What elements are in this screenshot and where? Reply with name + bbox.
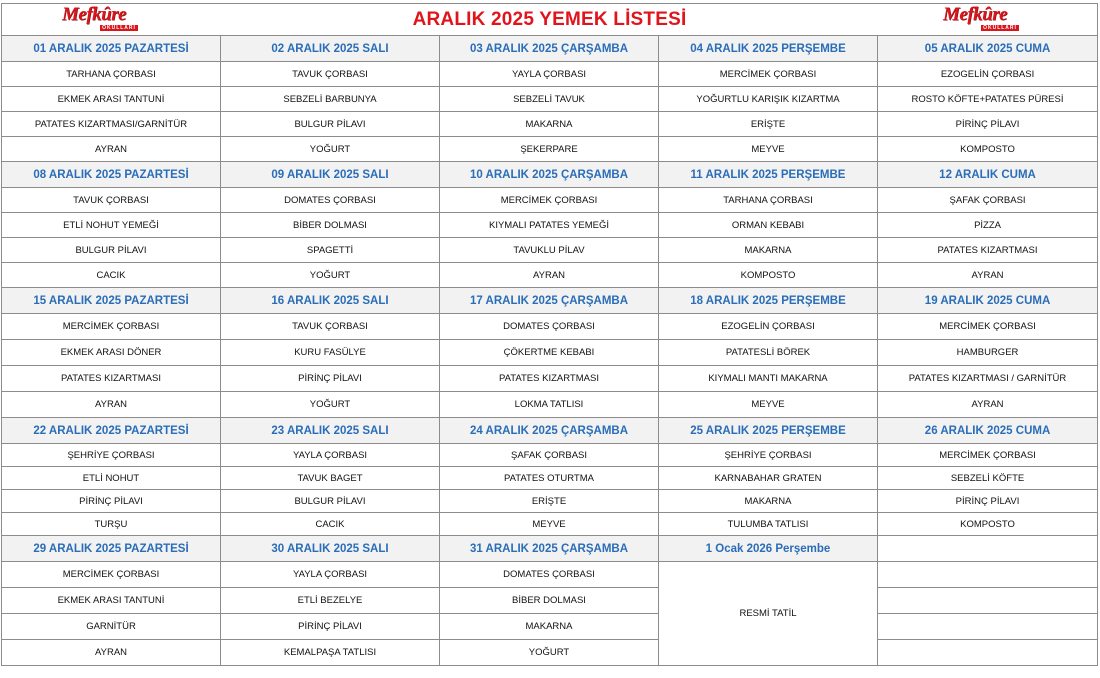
menu-item: KIYMALI PATATES YEMEĞİ <box>440 213 659 238</box>
menu-item: AYRAN <box>2 392 221 418</box>
menu-item: SEBZELİ BARBUNYA <box>221 87 440 112</box>
menu-row <box>2 366 1098 392</box>
logo-subtitle: OKULLARI <box>100 25 138 31</box>
menu-item: AYRAN <box>878 263 1098 288</box>
menu-item: YOĞURT <box>221 392 440 418</box>
day-header: 29 ARALIK 2025 PAZARTESİ <box>2 536 221 562</box>
week-4-header-row <box>2 418 1098 444</box>
menu-item: LOKMA TATLISI <box>440 392 659 418</box>
menu-item: MAKARNA <box>440 112 659 137</box>
menu-item: MERCİMEK ÇORBASI <box>440 188 659 213</box>
day-header: 23 ARALIK 2025 SALI <box>221 418 440 444</box>
menu-item: EZOGELİN ÇORBASI <box>878 62 1098 87</box>
empty-cell <box>878 588 1098 614</box>
title-cell <box>2 4 1098 36</box>
menu-item: BULGUR PİLAVI <box>221 490 440 513</box>
menu-row <box>2 314 1098 340</box>
menu-item: YOĞURT <box>221 263 440 288</box>
logo-wordmark: Mefkûre <box>62 4 127 25</box>
menu-row <box>2 340 1098 366</box>
menu-item: PATATES OTURTMA <box>440 467 659 490</box>
menu-item: TULUMBA TATLISI <box>659 513 878 536</box>
week-3-header-row <box>2 288 1098 314</box>
menu-item: YAYLA ÇORBASI <box>221 562 440 588</box>
menu-item: PATATES KIZARTMASI <box>2 366 221 392</box>
menu-row <box>2 62 1098 87</box>
day-header: 12 ARALIK CUMA <box>878 162 1098 188</box>
menu-item: CACIK <box>2 263 221 288</box>
menu-table <box>1 3 1098 666</box>
menu-row <box>2 263 1098 288</box>
menu-item: ŞEHRİYE ÇORBASI <box>659 444 878 467</box>
menu-row <box>2 640 1098 666</box>
menu-item: TAVUK ÇORBASI <box>2 188 221 213</box>
day-header: 30 ARALIK 2025 SALI <box>221 536 440 562</box>
menu-item: KEMALPAŞA TATLISI <box>221 640 440 666</box>
menu-item: SEBZELİ KÖFTE <box>878 467 1098 490</box>
menu-item: ŞEHRİYE ÇORBASI <box>2 444 221 467</box>
menu-item: ŞAFAK ÇORBASI <box>440 444 659 467</box>
day-header: 26 ARALIK 2025 CUMA <box>878 418 1098 444</box>
menu-item: YAYLA ÇORBASI <box>221 444 440 467</box>
day-header: 01 ARALIK 2025 PAZARTESİ <box>2 36 221 62</box>
empty-cell <box>878 562 1098 588</box>
menu-item: YOĞURT <box>440 640 659 666</box>
menu-item: TARHANA ÇORBASI <box>2 62 221 87</box>
page-title: ARALIK 2025 YEMEK LİSTESİ <box>412 8 687 30</box>
day-header: 03 ARALIK 2025 ÇARŞAMBA <box>440 36 659 62</box>
menu-item: ERİŞTE <box>440 490 659 513</box>
menu-row <box>2 238 1098 263</box>
menu-item: TAVUK BAGET <box>221 467 440 490</box>
menu-item: YOĞURTLU KARIŞIK KIZARTMA <box>659 87 878 112</box>
day-header: 11 ARALIK 2025 PERŞEMBE <box>659 162 878 188</box>
day-header: 24 ARALIK 2025 ÇARŞAMBA <box>440 418 659 444</box>
menu-item: MAKARNA <box>440 614 659 640</box>
menu-row <box>2 467 1098 490</box>
day-header: 22 ARALIK 2025 PAZARTESİ <box>2 418 221 444</box>
menu-item: KARNABAHAR GRATEN <box>659 467 878 490</box>
menu-item: PATATES KIZARTMASI <box>440 366 659 392</box>
menu-item: PİRİNÇ PİLAVI <box>221 366 440 392</box>
menu-item: BİBER DOLMASI <box>440 588 659 614</box>
menu-item: BULGUR PİLAVI <box>2 238 221 263</box>
menu-item: YOĞURT <box>221 137 440 162</box>
menu-item: MERCİMEK ÇORBASI <box>2 314 221 340</box>
menu-row <box>2 137 1098 162</box>
menu-item: EZOGELİN ÇORBASI <box>659 314 878 340</box>
menu-item: TARHANA ÇORBASI <box>659 188 878 213</box>
menu-item: MERCİMEK ÇORBASI <box>2 562 221 588</box>
menu-item: PİRİNÇ PİLAVI <box>878 112 1098 137</box>
menu-item: ERİŞTE <box>659 112 878 137</box>
menu-row <box>2 188 1098 213</box>
menu-item: MAKARNA <box>659 490 878 513</box>
menu-row <box>2 614 1098 640</box>
menu-item: PATATES KIZARTMASI / GARNİTÜR <box>878 366 1098 392</box>
menu-item: PATATES KIZARTMASI <box>878 238 1098 263</box>
menu-item: AYRAN <box>2 640 221 666</box>
menu-item: YAYLA ÇORBASI <box>440 62 659 87</box>
day-header: 05 ARALIK 2025 CUMA <box>878 36 1098 62</box>
day-header: 15 ARALIK 2025 PAZARTESİ <box>2 288 221 314</box>
menu-item: EKMEK ARASI TANTUNİ <box>2 588 221 614</box>
week-1-header-row <box>2 36 1098 62</box>
menu-item: MEYVE <box>659 137 878 162</box>
menu-item: MAKARNA <box>659 238 878 263</box>
menu-row <box>2 444 1098 467</box>
day-header: 25 ARALIK 2025 PERŞEMBE <box>659 418 878 444</box>
menu-row <box>2 513 1098 536</box>
week-5-header-row <box>2 536 1098 562</box>
menu-item: TAVUK ÇORBASI <box>221 62 440 87</box>
menu-item: MERCİMEK ÇORBASI <box>659 62 878 87</box>
menu-item: AYRAN <box>440 263 659 288</box>
menu-item: ÇÖKERTME KEBABI <box>440 340 659 366</box>
menu-row <box>2 392 1098 418</box>
menu-item: AYRAN <box>878 392 1098 418</box>
menu-item: SPAGETTİ <box>221 238 440 263</box>
menu-row <box>2 87 1098 112</box>
menu-item: AYRAN <box>2 137 221 162</box>
menu-item: CACIK <box>221 513 440 536</box>
menu-item: ETLİ BEZELYE <box>221 588 440 614</box>
empty-cell <box>878 614 1098 640</box>
day-header: 18 ARALIK 2025 PERŞEMBE <box>659 288 878 314</box>
menu-row <box>2 213 1098 238</box>
school-logo-right <box>943 6 1027 36</box>
day-header: 16 ARALIK 2025 SALI <box>221 288 440 314</box>
empty-header-cell <box>878 536 1098 562</box>
menu-item: MEYVE <box>440 513 659 536</box>
day-header: 17 ARALIK 2025 ÇARŞAMBA <box>440 288 659 314</box>
logo-subtitle: OKULLARI <box>981 25 1019 31</box>
title-row <box>2 4 1098 36</box>
menu-row <box>2 112 1098 137</box>
menu-item: KOMPOSTO <box>878 513 1098 536</box>
day-header: 09 ARALIK 2025 SALI <box>221 162 440 188</box>
menu-item: PİZZA <box>878 213 1098 238</box>
day-header: 08 ARALIK 2025 PAZARTESİ <box>2 162 221 188</box>
menu-item: KOMPOSTO <box>659 263 878 288</box>
menu-item: SEBZELİ TAVUK <box>440 87 659 112</box>
menu-item: KURU FASÜLYE <box>221 340 440 366</box>
menu-item: ETLİ NOHUT <box>2 467 221 490</box>
holiday-cell: RESMİ TATİL <box>659 562 878 666</box>
menu-item: TURŞU <box>2 513 221 536</box>
menu-item: BİBER DOLMASI <box>221 213 440 238</box>
menu-item: DOMATES ÇORBASI <box>221 188 440 213</box>
school-logo-left <box>62 6 146 36</box>
day-header: 31 ARALIK 2025 ÇARŞAMBA <box>440 536 659 562</box>
menu-row <box>2 588 1098 614</box>
menu-item: TAVUK ÇORBASI <box>221 314 440 340</box>
menu-item: EKMEK ARASI DÖNER <box>2 340 221 366</box>
menu-item: PİRİNÇ PİLAVI <box>2 490 221 513</box>
day-header: 04 ARALIK 2025 PERŞEMBE <box>659 36 878 62</box>
menu-item: ŞEKERPARE <box>440 137 659 162</box>
day-header: 19 ARALIK 2025 CUMA <box>878 288 1098 314</box>
logo-wordmark: Mefkûre <box>943 4 1008 25</box>
menu-item: PİRİNÇ PİLAVI <box>878 490 1098 513</box>
menu-item: ROSTO KÖFTE+PATATES PÜRESİ <box>878 87 1098 112</box>
menu-item: DOMATES ÇORBASI <box>440 314 659 340</box>
menu-item: BULGUR PİLAVI <box>221 112 440 137</box>
menu-item: KOMPOSTO <box>878 137 1098 162</box>
menu-item: TAVUKLU PİLAV <box>440 238 659 263</box>
menu-item: KIYMALI MANTI MAKARNA <box>659 366 878 392</box>
menu-item: DOMATES ÇORBASI <box>440 562 659 588</box>
day-header: 02 ARALIK 2025 SALI <box>221 36 440 62</box>
menu-item: MEYVE <box>659 392 878 418</box>
menu-item: ŞAFAK ÇORBASI <box>878 188 1098 213</box>
day-header: 1 Ocak 2026 Perşembe <box>659 536 878 562</box>
menu-item: ORMAN KEBABI <box>659 213 878 238</box>
week-2-header-row <box>2 162 1098 188</box>
menu-item: PATATES KIZARTMASI/GARNİTÜR <box>2 112 221 137</box>
menu-item: PATATESLİ BÖREK <box>659 340 878 366</box>
menu-row <box>2 562 1098 588</box>
empty-cell <box>878 640 1098 666</box>
menu-item: PİRİNÇ PİLAVI <box>221 614 440 640</box>
menu-row <box>2 490 1098 513</box>
menu-item: HAMBURGER <box>878 340 1098 366</box>
menu-item: MERCİMEK ÇORBASI <box>878 444 1098 467</box>
menu-item: EKMEK ARASI TANTUNİ <box>2 87 221 112</box>
menu-item: GARNİTÜR <box>2 614 221 640</box>
menu-item: MERCİMEK ÇORBASI <box>878 314 1098 340</box>
day-header: 10 ARALIK 2025 ÇARŞAMBA <box>440 162 659 188</box>
menu-item: ETLİ NOHUT YEMEĞİ <box>2 213 221 238</box>
